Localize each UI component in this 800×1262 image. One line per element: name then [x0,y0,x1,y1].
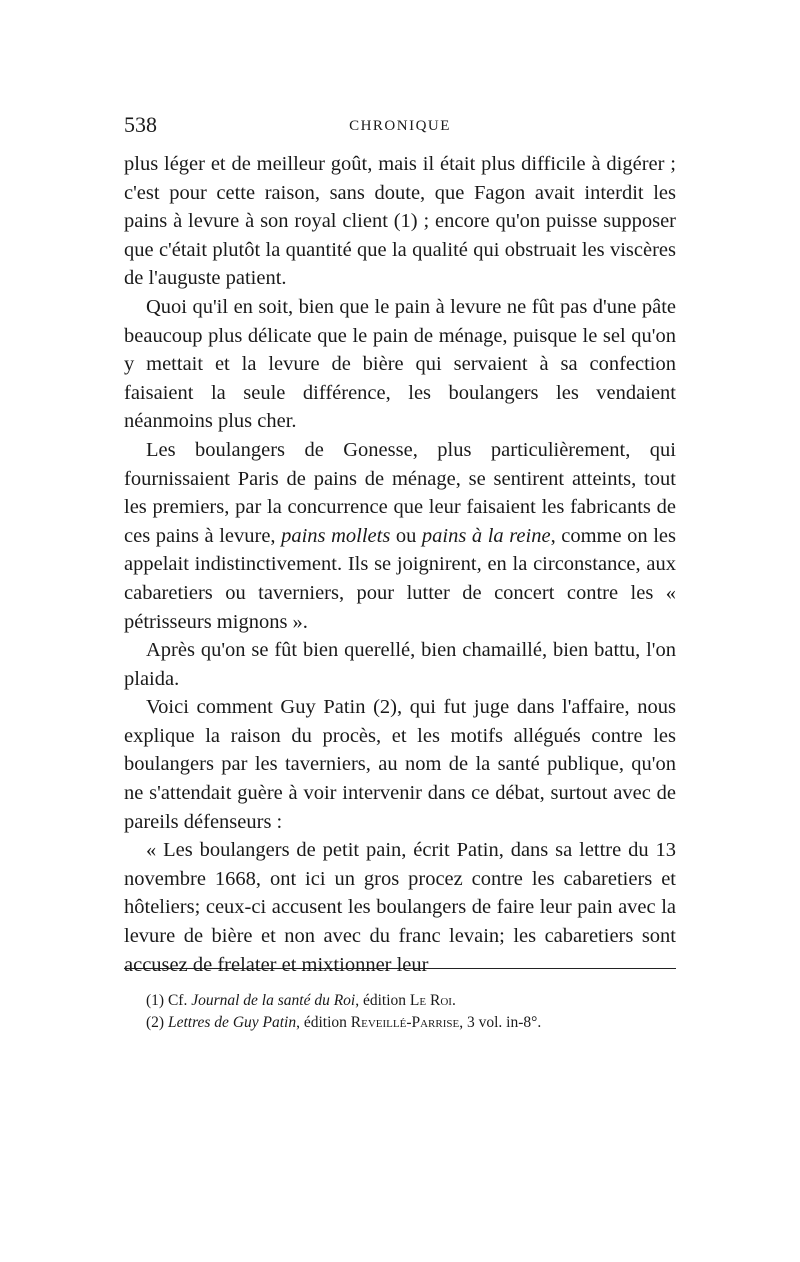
text-run: , édition [296,1014,351,1031]
text-run: Voici comment Guy Patin (2), qui fut juge dans l'affaire, nous explique la raison du procès, et les motifs allégués contre les boulangers par les taverniers, au nom de la santé publique, qu'on ne s'attendait guère à voir intervenir dans ce débat, surtout avec de pareils défenseurs : [124,696,676,833]
text-run: , 3 vol. in-8°. [459,1014,542,1031]
text-run: ou [390,524,422,547]
small-caps-text: Le Roi [409,992,452,1009]
paragraph [124,636,676,693]
page-header [124,112,676,142]
italic-text: Lettres de Guy Patin [167,1014,297,1031]
italic-text: Journal de la santé du Roi [191,992,356,1009]
footnote-divider [124,968,676,969]
footnote [146,990,676,1012]
text-run: « Les boulangers de petit pain, écrit Patin, dans sa lettre du 13 novembre 1668, ont ici un gros procez contre les cabaretiers et hôteliers; ceux-ci accusent les boulangers de faire leur pain avec la levure de bière et non avec du franc levain; les cabaretiers sont accusez de frelater et mixtionner leur [124,839,676,976]
text-run: Quoi qu'il en soit, bien que le pain à levure ne fût pas d'une pâte beaucoup plus délicate que le pain de ménage, puisque le sel qu'on y mettait et la levure de bière qui servaient à sa confection faisaient la seule différence, les boulangers les vendaient néanmoins plus cher. [124,295,676,433]
text-run: Après qu'on se fût bien querellé, bien chamaillé, bien battu, l'on plaida. [124,639,676,690]
running-head: CHRONIQUE [349,118,451,134]
text-run: (1) Cf. [146,992,192,1009]
text-run: Les boulangers de Gonesse, plus particulièrement, qui fournissaient Paris de pains de ménage, se sentirent atteints, tout les premiers, par la concurrence que leur faisaient les fabricants de ces pains à levure, [124,438,676,547]
body-text [124,150,676,979]
text-run: , comme on les appelait indistinctivement. Ils se joignirent, en la circonstance, aux cabaretiers ou taverniers, pour lutter de concert contre les « pétrisseurs mignons ». [124,524,676,633]
paragraph [124,436,676,636]
small-caps-text: Reveillé-Parrise [350,1014,460,1031]
text-run: plus léger et de meilleur goût, mais il était plus difficile à digérer ; c'est pour cette raison, sans doute, que Fagon avait interdit les pains à levure à son royal client (1) ; encore qu'on puisse supposer que c'était plutôt la quantité que la qualité qui obstruait les viscères de l'auguste patient. [124,153,676,290]
footnote [146,1012,676,1034]
italic-text: pains à la reine [421,524,551,547]
text-run: (2) [146,1014,168,1031]
footnotes [146,990,676,1034]
italic-text: pains mollets [281,524,391,547]
text-run: . [451,992,456,1009]
paragraph [124,836,676,979]
paragraph [124,150,676,293]
text-run: , édition [355,992,410,1009]
page-number: 538 [124,112,157,137]
paragraph [124,293,676,436]
paragraph [124,693,676,836]
